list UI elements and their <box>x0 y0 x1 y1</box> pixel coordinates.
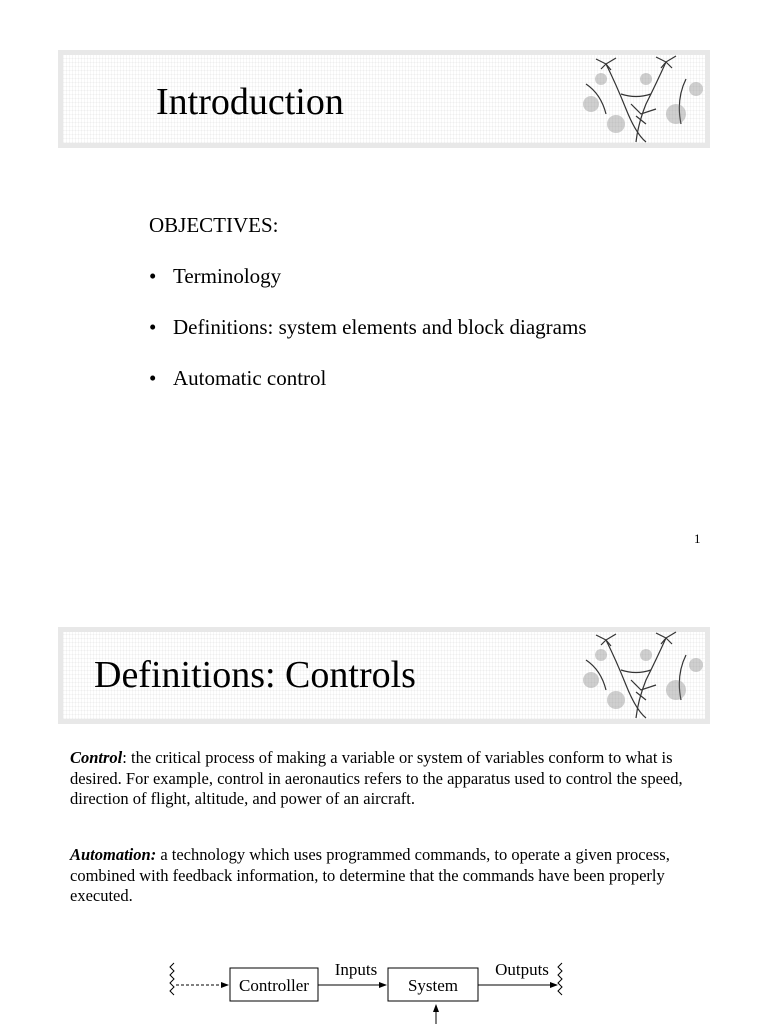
slide-title: Introduction <box>156 81 344 123</box>
objectives-heading: OBJECTIVES: <box>149 213 279 237</box>
list-item <box>149 366 326 391</box>
outputs-label: Outputs <box>495 960 549 979</box>
tree-sketch-icon <box>576 630 710 720</box>
definition-term: Automation: <box>70 845 157 864</box>
definition-automation <box>70 845 720 907</box>
bullet-icon: • <box>149 315 157 339</box>
bullet-icon: • <box>149 366 157 390</box>
definition-text: : the critical process of making a variable or system of variables conform to what is desired. For example, control in aeronautics refers to the apparatus used to control the speed, direction of flight, altitude, and power of an aircraft. <box>70 748 683 808</box>
definition-text: a technology which uses programmed commands, to operate a given process, combined with feedback information, to determine that the commands have been properly executed. <box>70 845 670 905</box>
page-number: 1 <box>694 531 701 546</box>
definition-control <box>70 748 720 810</box>
list-item <box>149 315 587 340</box>
break-symbol-left <box>170 963 174 995</box>
controller-label: Controller <box>239 976 309 995</box>
block-diagram <box>160 955 580 1024</box>
list-item-text: Definitions: system elements and block diagrams <box>173 315 587 339</box>
inputs-label: Inputs <box>334 960 378 979</box>
system-label: System <box>407 976 459 995</box>
definition-term: Control <box>70 748 123 767</box>
tree-sketch-icon <box>576 54 710 144</box>
list-item <box>149 264 281 289</box>
bullet-icon: • <box>149 264 157 288</box>
slide-title: Definitions: Controls <box>94 654 416 696</box>
list-item-text: Terminology <box>173 264 282 288</box>
break-symbol-right <box>558 963 562 995</box>
list-item-text: Automatic control <box>173 366 327 390</box>
